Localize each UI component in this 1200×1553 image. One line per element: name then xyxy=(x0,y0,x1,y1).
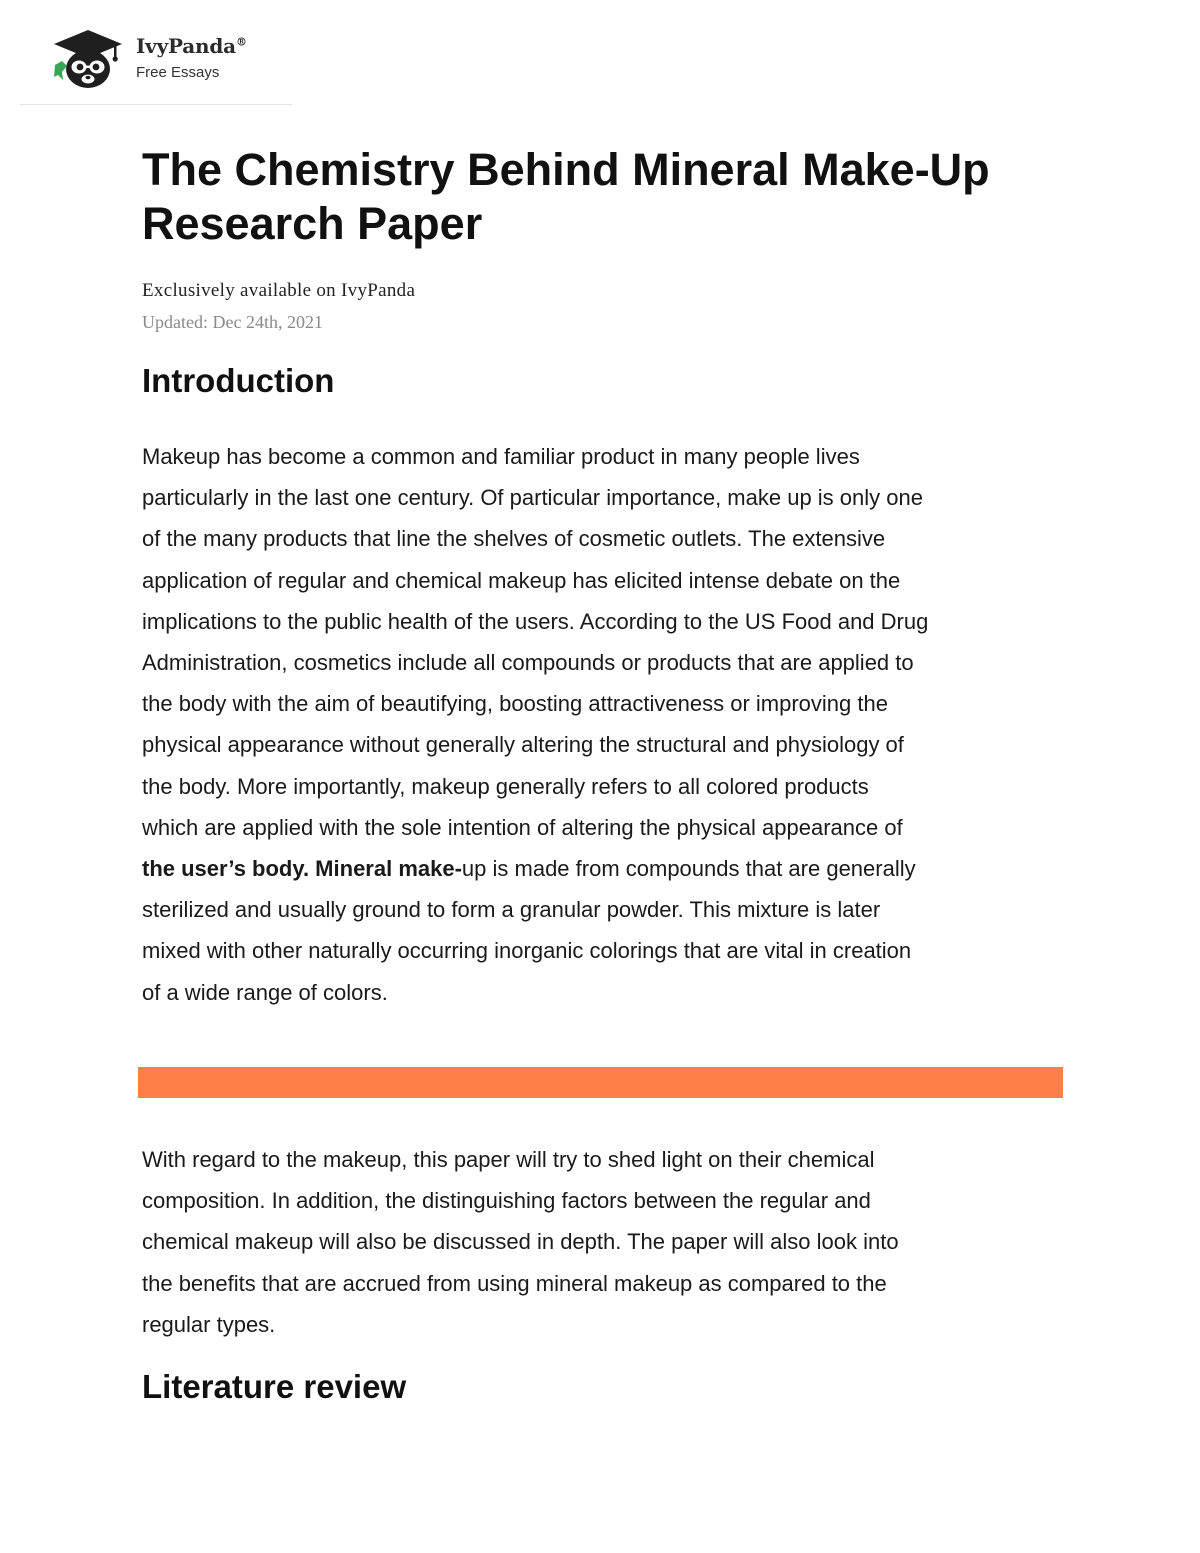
paragraph-line: the body with the aim of beautifying, boosting attractiveness or improving the xyxy=(142,691,888,717)
text-run: up is made from compounds that are generally xyxy=(461,856,916,882)
paragraph-line: composition. In addition, the distinguishing factors between the regular and xyxy=(142,1188,871,1214)
scope-paragraph xyxy=(142,1139,1102,1345)
paragraph-line: With regard to the makeup, this paper will try to shed light on their chemical xyxy=(142,1147,875,1172)
bold-text-run: the user’s body. Mineral make- xyxy=(142,856,462,882)
section-heading-literature-review: Literature review xyxy=(142,1368,407,1405)
paragraph-line: implications to the public health of the users. According to the US Food and Drug xyxy=(142,608,929,634)
paragraph-line: the body. More importantly, makeup generally refers to all colored products xyxy=(142,773,869,799)
panda-graduate-logo-icon xyxy=(52,28,124,90)
paragraph-line: physical appearance without generally altering the structural and physiology of xyxy=(142,732,904,758)
paragraph-line: Makeup has become a common and familiar product in many people lives xyxy=(142,444,860,469)
introduction-paragraph xyxy=(142,436,1102,1013)
orange-divider-bar xyxy=(138,1067,1063,1098)
page-title xyxy=(142,143,1082,251)
page-title-line: The Chemistry Behind Mineral Make-Up xyxy=(142,144,990,195)
paragraph-line: application of regular and chemical makeup has elicited intense debate on the xyxy=(142,567,901,593)
page-title-line: Research Paper xyxy=(142,198,483,249)
paragraph-line: chemical makeup will also be discussed in depth. The paper will also look into xyxy=(142,1229,899,1255)
paragraph-line: mixed with other naturally occurring inorganic colorings that are vital in creation xyxy=(142,938,912,964)
paragraph-line: the benefits that are accrued from using mineral makeup as compared to the xyxy=(142,1270,887,1296)
registered-mark: ® xyxy=(235,35,247,49)
paragraph-line xyxy=(142,848,1102,889)
brand-tagline: Free Essays xyxy=(136,64,220,81)
paragraph-line: particularly in the last one century. Of particular importance, make up is only one xyxy=(142,485,923,511)
paragraph-line: of the many products that line the shelves of cosmetic outlets. The extensive xyxy=(142,526,886,552)
section-heading-introduction: Introduction xyxy=(142,362,335,399)
paragraph-line: of a wide range of colors. xyxy=(142,979,388,1005)
site-header xyxy=(48,26,292,104)
availability-note: Exclusively available on IvyPanda xyxy=(142,280,416,301)
header-divider xyxy=(20,104,292,105)
updated-date: Updated: Dec 24th, 2021 xyxy=(142,312,323,332)
brand-name[interactable] xyxy=(136,34,247,58)
paragraph-line: Administration, cosmetics include all compounds or products that are applied to xyxy=(142,650,914,676)
paragraph-line: regular types. xyxy=(142,1311,276,1337)
paragraph-line: which are applied with the sole intention of altering the physical appearance of xyxy=(142,814,903,840)
paragraph-line: sterilized and usually ground to form a granular powder. This mixture is later xyxy=(142,897,881,923)
brand-name-text: IvyPanda xyxy=(136,34,236,58)
